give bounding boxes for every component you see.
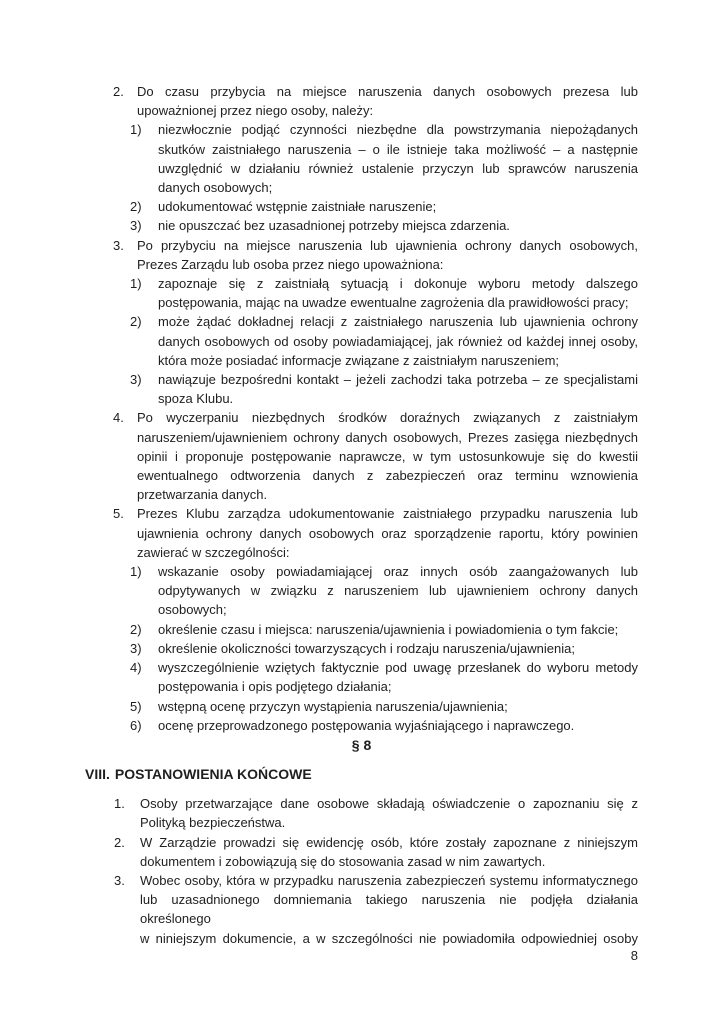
- list-item-text: [158, 562, 638, 620]
- list-item-text: [158, 274, 638, 312]
- text-line: która może posiadać informacje związane z zaistniałym naruszeniem;: [158, 352, 560, 368]
- list-item-number: 2): [130, 314, 142, 330]
- text-line: przetwarzania danych.: [137, 487, 268, 503]
- page-number: 8: [630, 948, 638, 963]
- text-line: Osoby przetwarzające dane osobowe składają oświadczenie o zapoznaniu się z: [140, 796, 638, 812]
- text-line: udokumentować wstępnie zaistniałe naruszenie;: [158, 199, 437, 215]
- list-item: [85, 639, 638, 658]
- section-mark: § 8: [351, 736, 372, 753]
- text-line: spoza Klubu.: [158, 391, 234, 407]
- list-item: [85, 370, 638, 408]
- text-line: lub uzasadnionego domniemania takiego naruszenia nie podjęła działania określonego: [140, 892, 638, 927]
- list-item: [85, 197, 638, 216]
- heading-text: POSTANOWIENIA KOŃCOWE: [114, 766, 312, 783]
- list-item: [85, 562, 638, 620]
- list-item: [85, 82, 638, 120]
- list-item-text: [140, 794, 638, 832]
- text-line: wstępną ocenę przyczyn wystąpienia naruszenia/ujawnienia;: [158, 698, 508, 714]
- list-item-number: 5.: [113, 506, 124, 522]
- list-item-number: 1): [130, 276, 142, 292]
- text-line: Wobec osoby, która w przypadku naruszenia zabezpieczeń systemu informatycznego: [140, 872, 638, 888]
- text-line: danych osobowych;: [158, 180, 273, 196]
- text-line: W Zarządzie prowadzi się ewidencję osób, które zostały zapoznane z niniejszym: [140, 834, 638, 850]
- text-line: naruszeniem/ujawnieniem ochrony danych osobowych, Prezes zasięga niezbędnych: [137, 429, 638, 445]
- list-item-number: 2): [130, 199, 142, 215]
- text-line: ocenę przeprowadzonego postępowania wyjaśniającego i naprawczego.: [158, 717, 575, 733]
- list-item-number: 2.: [114, 834, 125, 850]
- text-line: Po wyczerpaniu niezbędnych środków doraźnych związanych z zaistniałym: [137, 410, 638, 426]
- text-line: postępowania, mając na uwadze ewentualne zagrożenia dla prawidłowości pracy;: [158, 295, 629, 311]
- list-item-number: 4): [130, 660, 142, 676]
- list-item-text: [140, 871, 638, 948]
- text-line: odpytywanych w związku z naruszeniem lub ujawnieniem ochrony danych: [158, 583, 638, 599]
- text-line: nawiązuje bezpośredni kontakt – jeżeli zachodzi taka potrzeba – ze specjalistami: [158, 372, 638, 388]
- list-item: [85, 697, 638, 716]
- list-item: [85, 620, 638, 639]
- list-item: [85, 794, 638, 832]
- text-line: Po przybyciu na miejsce naruszenia lub ujawnienia ochrony danych osobowych,: [137, 237, 638, 253]
- text-line: określenie okoliczności towarzyszących i rodzaju naruszenia/ujawnienia;: [158, 640, 575, 656]
- list-item-text: [158, 620, 638, 639]
- list-item: [85, 312, 638, 370]
- list-item: [85, 274, 638, 312]
- list-item-text: [158, 658, 638, 696]
- list-item: [85, 504, 638, 562]
- text-line: nie opuszczać bez uzasadnionej potrzeby miejsca zdarzenia.: [158, 218, 510, 234]
- list-item: [85, 716, 638, 735]
- list-item-number: 2): [130, 621, 142, 637]
- list-item: [85, 658, 638, 696]
- text-line: zapoznaje się z zaistniałą sytuacją i dokonuje wyboru metody dalszego: [158, 276, 638, 292]
- list-item: [85, 216, 638, 235]
- list-item-text: [158, 639, 638, 658]
- text-line: określenie czasu i miejsca: naruszenia/ujawnienia i powiadomienia o tym fakcie;: [158, 621, 619, 637]
- text-line: uwzględnić w działaniu również ustalenie przyczyn lub sprawców naruszenia: [158, 160, 638, 176]
- text-line: w niniejszym dokumencie, a w szczególności nie powiadomiła odpowiedniej osoby: [140, 930, 638, 946]
- list-item-text: [158, 312, 638, 370]
- list-item-number: 3): [130, 640, 142, 656]
- text-line: opinii i proponuje postępowanie naprawcze, w tym ustosunkowuje się do kwestii: [137, 448, 638, 464]
- list-item-number: 1): [130, 564, 142, 580]
- list-item-text: [158, 370, 638, 408]
- list-item: [85, 236, 638, 274]
- list-item: [85, 871, 638, 948]
- text-line: ewentualnego odtworzenia danych z zabezpieczeń oraz terminu wznowienia: [137, 468, 638, 484]
- text-line: zawierać w szczególności:: [137, 544, 290, 560]
- list-item-text: [137, 408, 638, 504]
- list-item-number: 3.: [114, 872, 125, 888]
- list-item-number: 1.: [114, 796, 125, 812]
- heading-number: VIII.: [85, 766, 110, 783]
- text-line: Prezes Zarządu lub osoba przez niego upoważniona:: [137, 256, 444, 272]
- text-line: postępowania i opis podjętego działania;: [158, 679, 392, 695]
- text-line: danych osobowych od osoby powiadamiającej, jak również od każdej innej osoby,: [158, 333, 638, 349]
- list-item-text: [140, 833, 638, 871]
- text-line: wskazanie osoby powiadamiającej oraz innych osób zaangażowanych lub: [158, 564, 638, 580]
- list-item-text: [158, 197, 638, 216]
- text-line: Polityką bezpieczeństwa.: [140, 815, 286, 831]
- list-item-text: [137, 82, 638, 120]
- text-line: osobowych;: [158, 602, 227, 618]
- list-item-text: [137, 236, 638, 274]
- list-item-text: [158, 120, 638, 197]
- list-item-text: [137, 504, 638, 562]
- text-line: dokumentem i zobowiązują się do stosowania zasad w nim zawartych.: [140, 853, 546, 869]
- list-item-number: 5): [130, 698, 142, 714]
- list-item-number: 6): [130, 717, 142, 733]
- text-line: upoważnionej przez niego osoby, należy:: [137, 103, 374, 119]
- text-line: ujawnienia ochrony danych osobowych oraz sporządzenie raportu, który powinien: [137, 525, 638, 541]
- list-item-number: 2.: [113, 84, 124, 99]
- list-item-number: 3): [130, 372, 142, 388]
- list-item-text: [158, 716, 638, 735]
- text-line: Prezes Klubu zarządza udokumentowanie zaistniałego przypadku naruszenia lub: [137, 506, 638, 522]
- section-heading: [85, 764, 638, 784]
- list-item-number: 1): [130, 122, 142, 138]
- text-line: Do czasu przybycia na miejsce naruszenia danych osobowych prezesa lub: [137, 84, 638, 99]
- list-item: [85, 833, 638, 871]
- list-item-number: 3): [130, 218, 142, 234]
- list-item-text: [158, 216, 638, 235]
- text-line: wyszczególnienie wziętych faktycznie pod uwagę przesłanek do wyboru metody: [158, 660, 638, 676]
- list-item-number: 3.: [113, 237, 124, 253]
- text-line: może żądać dokładnej relacji z zaistniałego naruszenia lub ujawnienia ochrony: [158, 314, 638, 330]
- list-item: [85, 408, 638, 504]
- list-item-number: 4.: [113, 410, 124, 426]
- text-line: niezwłocznie podjąć czynności niezbędne dla powstrzymania niepożądanych: [158, 122, 638, 138]
- list-item: [85, 120, 638, 197]
- list-item-text: [158, 697, 638, 716]
- text-line: skutków zaistniałego naruszenia – o ile istnieje taka możliwość – a następnie: [158, 141, 638, 157]
